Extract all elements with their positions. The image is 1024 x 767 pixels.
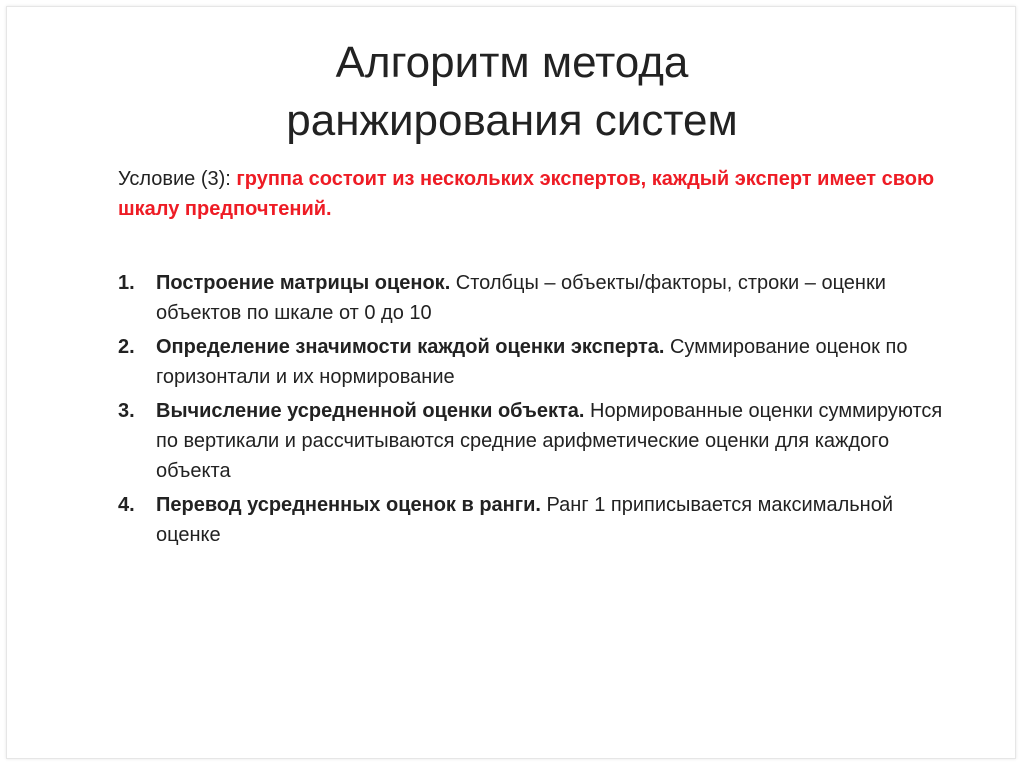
step-heading: Построение матрицы оценок. — [156, 272, 451, 294]
condition-label: Условие (3): — [118, 168, 237, 190]
slide-title — [0, 34, 1024, 150]
list-item — [118, 268, 958, 328]
step-heading: Определение значимости каждой оценки эксперта. — [156, 336, 665, 358]
step-text: Нормированные оценки суммируются по вертикали и рассчитываются средние арифметические оценки для каждого объекта — [156, 400, 943, 482]
step-text: Ранг 1 приписывается максимальной оценке — [156, 494, 893, 546]
list-item — [118, 396, 958, 486]
condition-text: группа состоит из нескольких экспертов, каждый эксперт имеет свою шкалу предпочтений. — [118, 168, 935, 220]
step-heading: Перевод усредненных оценок в ранги. — [156, 494, 541, 516]
step-text: Суммирование оценок по горизонтали и их нормирование — [156, 336, 908, 388]
step-number: 4. — [118, 494, 135, 516]
condition-paragraph — [118, 164, 948, 224]
title-line-1: Алгоритм метода — [335, 38, 689, 87]
step-heading: Вычисление усредненной оценки объекта. — [156, 400, 585, 422]
step-number: 2. — [118, 336, 135, 358]
title-line-2: ранжирования систем — [286, 96, 738, 145]
step-number: 3. — [118, 400, 135, 422]
list-item — [118, 490, 958, 550]
list-item — [118, 332, 958, 392]
step-text: Столбцы – объекты/факторы, строки – оценки объектов по шкале от 0 до 10 — [156, 272, 886, 324]
algorithm-steps-list — [118, 268, 958, 554]
step-number: 1. — [118, 272, 135, 294]
